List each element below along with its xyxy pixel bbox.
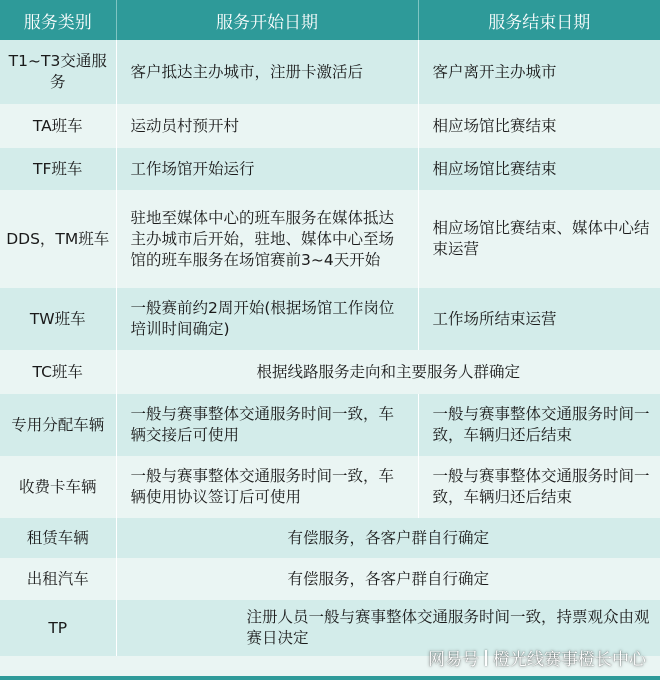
row-start: 一般与赛事整体交通服务时间一致，车辆交接后可使用 — [116, 394, 418, 456]
row-end: 工作场所结束运营 — [432, 309, 557, 328]
table-row — [0, 104, 660, 148]
header-end-date: 服务结束日期 — [418, 0, 660, 40]
bottom-bar — [0, 676, 660, 680]
row-category: 专用分配车辆 — [0, 394, 116, 456]
row-category: T1~T3交通服务 — [0, 40, 116, 104]
table-row — [0, 190, 660, 288]
table-row — [0, 394, 660, 456]
table-row — [0, 148, 660, 190]
row-start: 一般与赛事整体交通服务时间一致，车辆使用协议签订后可使用 — [116, 456, 418, 518]
row-category: DDS，TM班车 — [0, 190, 116, 288]
watermark-divider — [485, 650, 487, 666]
row-category: TC班车 — [0, 350, 116, 394]
header-category: 服务类别 — [0, 0, 116, 40]
row-merged: 注册人员一般与赛事整体交通服务时间一致，持票观众由观赛日决定 — [246, 608, 650, 647]
row-category: 租赁车辆 — [0, 518, 116, 558]
header-start-date: 服务开始日期 — [116, 0, 418, 40]
table-row — [0, 40, 660, 104]
row-end: 相应场馆比赛结束 — [432, 116, 557, 135]
watermark-platform: 网易号 — [428, 650, 479, 670]
row-category: TW班车 — [0, 288, 116, 350]
row-start: 运动员村预开村 — [116, 104, 418, 148]
row-merged: 有偿服务，各客户群自行确定 — [287, 569, 489, 588]
row-start: 驻地至媒体中心的班车服务在媒体抵达主办城市后开始，驻地、媒体中心至场馆的班车服务在场馆赛前3~4天开始 — [116, 190, 418, 288]
row-category: 出租汽车 — [0, 558, 116, 600]
table-row — [0, 558, 660, 600]
row-end: 一般与赛事整体交通服务时间一致，车辆归还后结束 — [432, 467, 650, 506]
row-merged: 根据线路服务走向和主要服务人群确定 — [256, 362, 520, 381]
header-row — [0, 0, 660, 40]
table-row — [0, 456, 660, 518]
row-end: 客户离开主办城市 — [432, 62, 557, 81]
table-row — [0, 288, 660, 350]
table-row — [0, 518, 660, 558]
row-end: 一般与赛事整体交通服务时间一致，车辆归还后结束 — [432, 405, 650, 444]
row-end: 相应场馆比赛结束、媒体中心结束运营 — [432, 219, 650, 258]
row-category: 收费卡车辆 — [0, 456, 116, 518]
row-category: TP — [0, 600, 116, 656]
row-merged: 有偿服务，各客户群自行确定 — [287, 528, 489, 547]
table-row — [0, 350, 660, 394]
row-category: TA班车 — [0, 104, 116, 148]
row-category: TF班车 — [0, 148, 116, 190]
row-start: 一般赛前约2周开始(根据场馆工作岗位培训时间确定) — [116, 288, 418, 350]
row-start: 客户抵达主办城市，注册卡激活后 — [116, 40, 418, 104]
row-end: 相应场馆比赛结束 — [432, 159, 557, 178]
watermark — [428, 645, 646, 670]
row-start: 工作场馆开始运行 — [116, 148, 418, 190]
watermark-account: 橙光线赛事橙长中心 — [493, 650, 646, 670]
